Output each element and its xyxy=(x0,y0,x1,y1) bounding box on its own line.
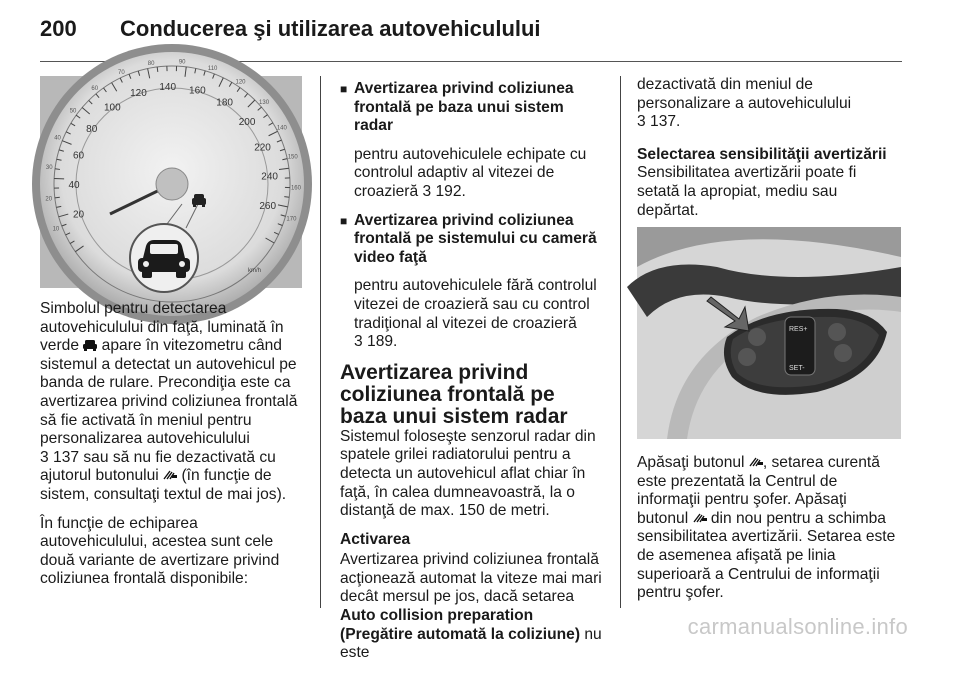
col2-paragraph-1: Sistemul foloseşte senzorul radar din spatele grilei radiatorului pentru a detecta un autovehicul aflat chiar în faţă, în calea dumneavoastră, la o distanţă de max. 150 de metri. xyxy=(340,428,602,521)
set-label: SET- xyxy=(789,365,805,372)
dial-label-kmh: 140 xyxy=(159,82,176,93)
col3-paragraph-2: Sensibilitatea avertizării poate fi setată la apropiat, mediu sau depărtat. xyxy=(637,164,901,220)
dial-label-mph: 150 xyxy=(288,155,299,161)
dial-label-kmh: 100 xyxy=(104,102,121,113)
col3-paragraph-1: dezactivată din meniul de personalizare a autovehiculului 3 137. xyxy=(637,76,901,132)
sensitivity-button-icon xyxy=(693,511,707,523)
section-heading: Avertizarea privind coliziunea frontală pe baza unui sistem radar xyxy=(340,362,602,428)
dial-tick xyxy=(55,169,60,170)
sensitivity-heading: Selectarea sensibilităţii avertizării xyxy=(637,146,901,165)
page-ref-icon: 3 xyxy=(422,183,431,200)
page-ref-icon: 3 xyxy=(40,449,49,468)
dial-label-kmh: 240 xyxy=(261,171,278,182)
dial-label-mph: 80 xyxy=(148,61,155,67)
dial-label-kmh: 40 xyxy=(68,180,80,191)
dial-label-mph: 110 xyxy=(208,66,218,72)
sensitivity-button-icon xyxy=(163,468,177,480)
watermark: carmanualsonline.info xyxy=(688,614,908,640)
bullet-camera-title: ■ Avertizarea privind coliziunea frontală pe sistemului cu cameră video faţă xyxy=(340,212,602,268)
page-ref-icon: 3 xyxy=(637,113,646,130)
distance-button xyxy=(834,344,852,362)
dial-tick xyxy=(55,197,60,198)
column-divider-1 xyxy=(320,76,321,608)
dial-label-mph: 10 xyxy=(53,227,60,233)
dial-label-kmh: 200 xyxy=(239,117,256,128)
column-2 xyxy=(340,76,602,673)
dial-label-mph: 170 xyxy=(286,216,297,222)
col1-paragraph-2: În funcţie de echiparea autovehiculului, acestea sunt cele două variante de avertizare privind coliziunea frontală disponibile: xyxy=(40,515,302,589)
cruise-off-button xyxy=(738,348,756,366)
bullet-radar-title: ■ Avertizarea privind coliziunea frontală pe baza unui sistem radar xyxy=(340,80,602,136)
bullet-radar-text: pentru autovehiculele echipate cu controlul adaptiv al vitezei de croazieră 3 192. xyxy=(340,146,602,202)
dial-label-mph: 130 xyxy=(259,100,270,106)
speedometer-image xyxy=(40,76,302,288)
column-1 xyxy=(40,300,302,599)
col2-paragraph-2: Avertizarea privind coliziunea frontală acţionează automat la viteze mai mari decât mersul pe jos, dacă setarea Auto collision preparation (Pregătire automată la coliziune) nu este xyxy=(340,551,602,663)
steering-wheel-image xyxy=(637,227,901,439)
dial-label-mph: 50 xyxy=(70,108,77,114)
dial-tick xyxy=(157,67,158,72)
limiter-button xyxy=(828,323,846,341)
dial-label-mph: 20 xyxy=(45,196,52,202)
dial-label-mph: 160 xyxy=(291,186,302,192)
page-ref-icon: 3 xyxy=(354,333,363,350)
page-title: Conducerea şi utilizarea autovehiculului xyxy=(120,16,541,42)
dial-label-kmh: 120 xyxy=(130,88,147,99)
page-number: 200 xyxy=(40,16,77,42)
dial-label-kmh: 20 xyxy=(73,209,85,220)
col3-paragraph-3: Apăsaţi butonul , setarea curentă este prezentată la Centrul de informaţii pentru şofer. Apăsaţi butonul din nou pentru a schimba sensibilitatea avertizării. Setarea este de asemenea afişată pe linia superioară a Centrului de informaţii pentru şofer. xyxy=(637,454,901,603)
dial-label-mph: 120 xyxy=(235,80,246,86)
dial-label-mph: 70 xyxy=(118,70,125,76)
sensitivity-button xyxy=(748,328,766,346)
dial-label-kmh: 220 xyxy=(254,142,271,153)
steering-wheel-illustration xyxy=(637,227,901,439)
res-label: RES+ xyxy=(789,326,807,333)
column-divider-2 xyxy=(620,76,621,608)
bullet-camera-text: pentru autovehiculele fără controlul vitezei de croazieră sau cu control tradiţional al vitezei de croazieră 3 189. xyxy=(340,277,602,351)
dial-label-mph: 140 xyxy=(277,125,288,131)
speed-unit: km/h xyxy=(248,268,261,274)
dial-label-mph: 40 xyxy=(54,135,61,141)
speedometer-illustration xyxy=(40,76,302,288)
dial-label-kmh: 160 xyxy=(189,85,206,96)
car-symbol-icon xyxy=(83,338,97,349)
col1-paragraph-1: Simbolul pentru detectarea autovehiculului din faţă, luminată în verde apare în vitezometru când sistemul a detectat un autovehicul pe banda de rulare. Precondiţia este ca avertizarea privind coliziunea frontală să fie activată în meniul pentru personalizarea autovehiculului 3 137 sau să nu fie dezactivată cu ajutorul butonului (în funcţie de sistem, consultaţi textul de mai jos). xyxy=(40,300,302,505)
dial-label-mph: 60 xyxy=(91,86,98,92)
column-3 xyxy=(637,76,901,230)
car-detected-icon xyxy=(130,224,198,292)
dial-label-kmh: 60 xyxy=(73,151,85,162)
column-3-lower xyxy=(637,454,901,613)
sensitivity-button-icon xyxy=(749,455,763,467)
dial-label-kmh: 180 xyxy=(216,97,233,108)
dial-label-kmh: 260 xyxy=(259,201,276,212)
dial-tick xyxy=(284,197,289,198)
dial-label-mph: 30 xyxy=(46,165,53,171)
dial-label-mph: 90 xyxy=(179,59,186,65)
dial-label-kmh: 80 xyxy=(86,124,98,135)
activation-heading: Activarea xyxy=(340,531,602,550)
